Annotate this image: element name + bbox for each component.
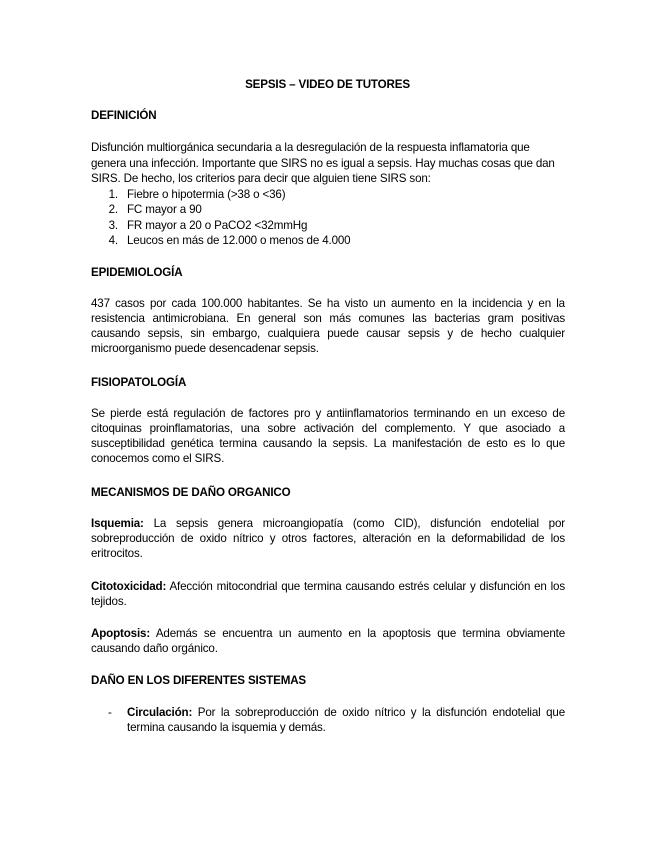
fisiopatologia-paragraph: Se pierde está regulación de factores pro y antiinflamatorios terminando en un exceso de citoquinas proinflamatorias, una sobre activación del complemento. Y que asociado a susceptibilidad genética termina causando la sepsis. La manifestación de esto es lo que conocemos como el SIRS.	[91, 407, 565, 465]
sistemas-heading: DAÑO EN LOS DIFERENTES SISTEMAS	[91, 674, 307, 687]
criterio-item: Fiebre o hipotermia (>38 o <36)	[127, 188, 286, 201]
circulacion-label: Circulación:	[127, 706, 193, 719]
citotoxicidad-label: Citotoxicidad:	[91, 580, 167, 593]
isquemia-label: Isquemia:	[91, 517, 144, 530]
apoptosis-label: Apoptosis:	[91, 627, 151, 640]
citotoxicidad-text: Afección mitocondrial que termina causando estrés celular y disfunción en los tejidos.	[91, 580, 565, 608]
epidemiologia-heading: EPIDEMIOLOGÍA	[91, 266, 183, 279]
definicion-line-1: Disfunción multiorgánica secundaria a la desregulación de la respuesta inflamatoria que	[91, 141, 530, 154]
criterio-item: FC mayor a 90	[127, 203, 202, 216]
criterio-number: 3.	[108, 219, 118, 232]
definicion-heading: DEFINICIÓN	[91, 109, 157, 122]
list-bullet: -	[108, 706, 112, 719]
isquemia-text: La sepsis genera microangiopatía (como CID), disfunción endotelial por sobreproducción de oxido nítrico y otros factores, alteración en la deformabilidad de los eritrocitos.	[91, 517, 565, 560]
criterio-item: Leucos en más de 12.000 o menos de 4.000	[127, 234, 351, 247]
criterio-item: FR mayor a 20 o PaCO2 <32mmHg	[127, 219, 308, 232]
criterio-number: 4.	[108, 234, 118, 247]
criterio-number: 2.	[108, 203, 118, 216]
fisiopatologia-heading: FISIOPATOLOGÍA	[91, 376, 187, 389]
criterio-number: 1.	[108, 188, 118, 201]
citotoxicidad-paragraph	[91, 579, 565, 609]
document-title: SEPSIS – VIDEO DE TUTORES	[245, 78, 410, 91]
definicion-line-3: SIRS. De hecho, los criterios para decir que alguien tiene SIRS son:	[91, 172, 431, 185]
isquemia-paragraph	[91, 516, 565, 561]
apoptosis-text: Además se encuentra un aumento en la apoptosis que termina obviamente causando daño orgánico.	[91, 627, 565, 655]
apoptosis-paragraph	[91, 626, 565, 656]
circulacion-item	[127, 705, 565, 735]
definicion-line-2: genera una infección. Importante que SIRS no es igual a sepsis. Hay muchas cosas que dan	[91, 157, 555, 170]
mecanismos-heading: MECANISMOS DE DAÑO ORGANICO	[91, 486, 291, 499]
epidemiologia-paragraph: 437 casos por cada 100.000 habitantes. Se ha visto un aumento en la incidencia y en la resistencia antimicrobiana. En general son más comunes las bacterias gram positivas causando sepsis, sin embargo, cualquiera puede causar sepsis y de hecho cualquier microorganismo puede desencadenar sepsis.	[91, 297, 565, 355]
circulacion-text: Por la sobreproducción de oxido nítrico y la disfunción endotelial que termina causando la isquemia y demás.	[127, 706, 565, 734]
